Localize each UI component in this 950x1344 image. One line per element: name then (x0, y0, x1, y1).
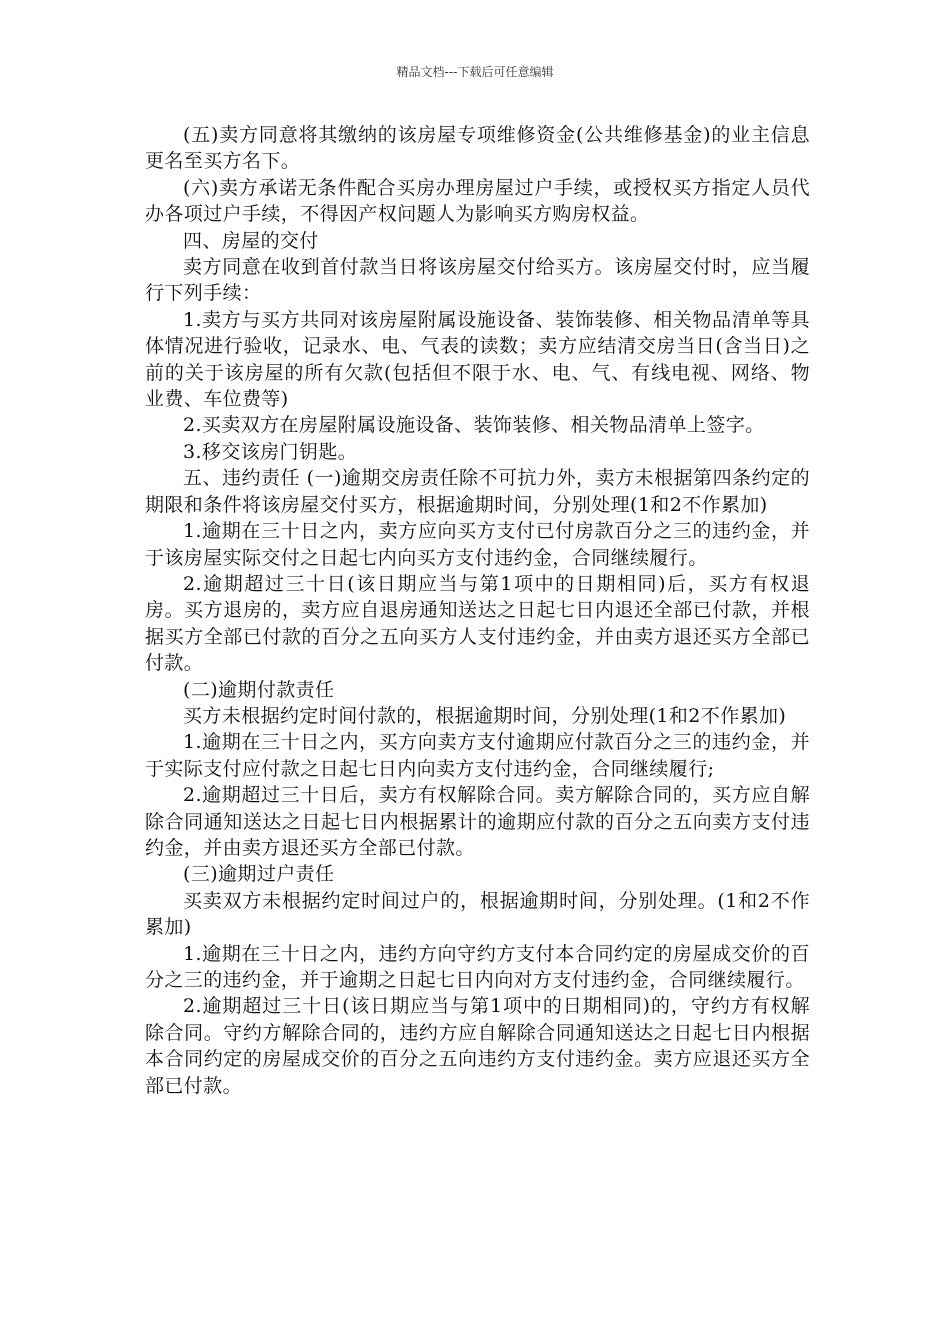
paragraph-late-payment-2: 2.逾期超过三十日后，卖方有权解除合同。卖方解除合同的，买方应自解除合同通知送达之日起七日内根据累计的逾期应付款的百分之五向卖方支付违约金，并由卖方退还买方全部已付款。 (145, 784, 810, 859)
paragraph-transfer-cooperation: (六)卖方承诺无条件配合买房办理房屋过户手续，或授权买方指定人员代办各项过户手续，不得因产权问题人为影响买方购房权益。 (145, 176, 810, 226)
paragraph-late-transfer-intro: 买卖双方未根据约定时间过户的，根据逾期时间，分别处理。(1和2不作累加) (145, 889, 810, 939)
page-header: 精品文档---下载后可任意编辑 (396, 65, 554, 79)
paragraph-delivery-item-2: 2.买卖双方在房屋附属设施设备、装饰装修、相关物品清单上签字。 (183, 414, 765, 437)
paragraph-delivery-item-3: 3.移交该房门钥匙。 (183, 440, 358, 463)
section-heading-liability: 五、违约责任 (一)逾期交房责任除不可抗力外，卖方未根据第四条约定的期限和条件将该房屋交付买方，根据逾期时间，分别处理(1和2不作累加) (145, 467, 810, 516)
document-body (145, 122, 810, 1099)
paragraph-late-delivery-2: 2.逾期超过三十日(该日期应当与第1项中的日期相同)后，买方有权退房。买方退房的，卖方应自退房通知送达之日起七日内退还全部已付款，并根据买方全部已付款的百分之五向买方人支付违约金，并由卖方退还买方全部已付款。 (145, 572, 810, 675)
paragraph-late-payment-intro: 买方未根据约定时间付款的，根据逾期时间，分别处理(1和2不作累加) (183, 704, 787, 727)
section-heading-delivery: 四、房屋的交付 (183, 229, 319, 252)
paragraph-late-transfer-1: 1.逾期在三十日之内，违约方向守约方支付本合同约定的房屋成交价的百分之三的违约金，并于逾期之日起七日内向对方支付违约金，合同继续履行。 (145, 942, 810, 991)
paragraph-late-delivery-1: 1.逾期在三十日之内，卖方应向买方支付已付房款百分之三的违约金，并于该房屋实际交付之日起七内向买方支付违约金，合同继续履行。 (145, 520, 810, 569)
paragraph-late-payment-1: 1.逾期在三十日之内，买方向卖方支付逾期应付款百分之三的违约金，并于实际支付应付款之日起七日内向卖方支付违约金，合同继续履行; (145, 731, 810, 780)
subheading-late-transfer: (三)逾期过户责任 (183, 863, 335, 886)
paragraph-late-transfer-2: 2.逾期超过三十日(该日期应当与第1项中的日期相同)的，守约方有权解除合同。守约方解除合同的，违约方应自解除合同通知送达之日起七日内根据本合同约定的房屋成交价的百分之五向违约方支付违约金。卖方应退还买方全部已付款。 (145, 995, 810, 1097)
paragraph-delivery-intro: 卖方同意在收到首付款当日将该房屋交付给买方。该房屋交付时，应当履行下列手续： (145, 256, 810, 305)
paragraph-maintenance-fund: (五)卖方同意将其缴纳的该房屋专项维修资金(公共维修基金)的业主信息更名至买方名下。 (145, 124, 810, 173)
subheading-late-payment: (二)逾期付款责任 (183, 678, 335, 701)
paragraph-delivery-item-1: 1.卖方与买方共同对该房屋附属设施设备、装饰装修、相关物品清单等具体情况进行验收，记录水、电、气表的读数；卖方应结清交房当日(含当日)之前的关于该房屋的所有欠款(包括但不限于水、电、气、有线电视、网络、物业费、车位费等) (145, 308, 810, 411)
